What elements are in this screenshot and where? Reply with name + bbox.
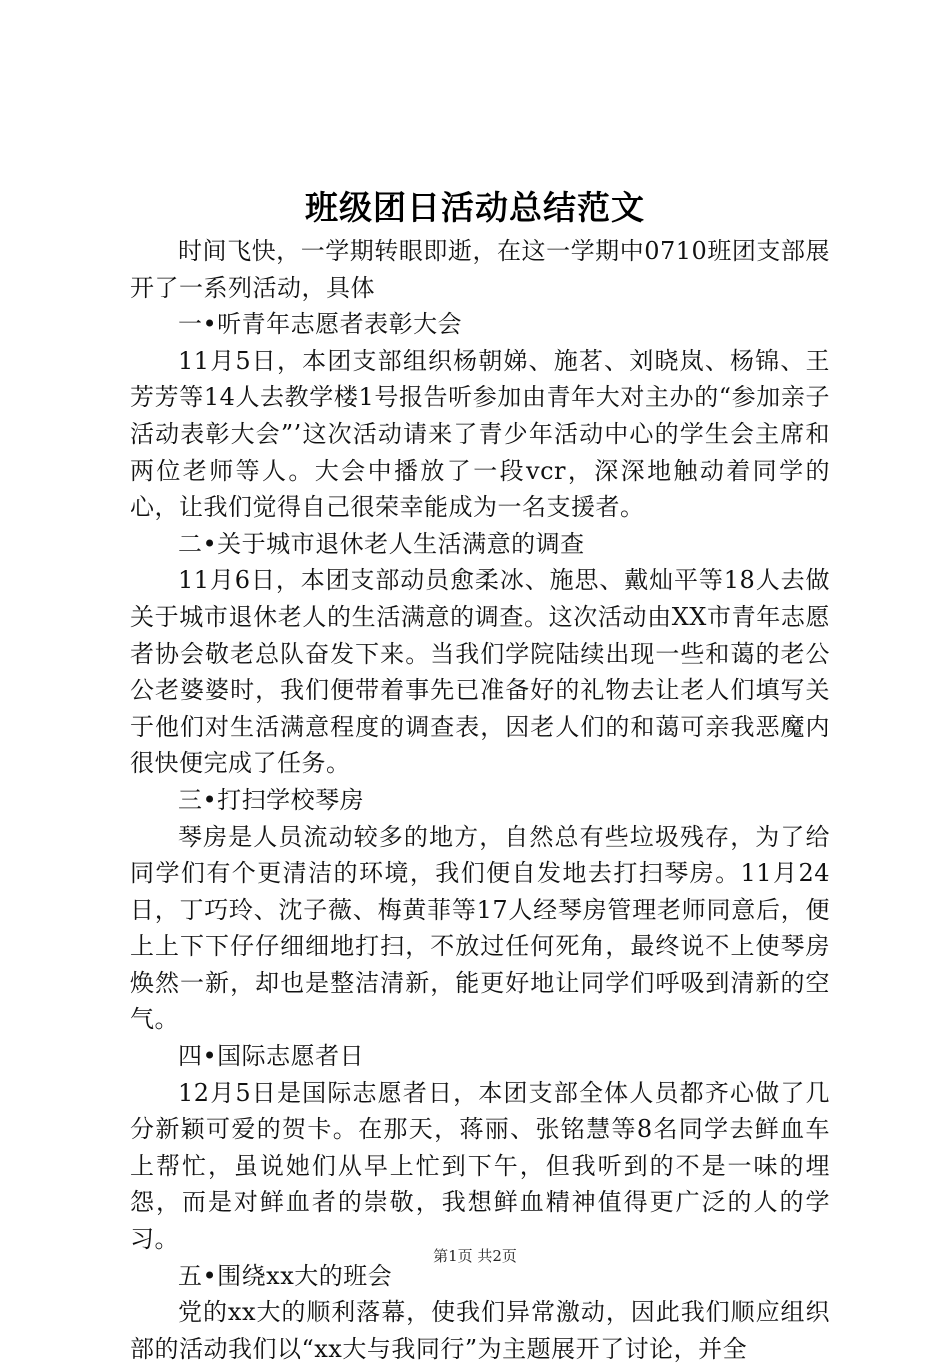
paragraph-section-4: 12月5日是国际志愿者日，本团支部全体人员都齐心做了几分新颖可爱的贺卡。在那天，蒋丽、张铭慧等8名同学去鲜血车上帮忙，虽说她们从早上忙到下午，但我听到的不是一味的埋怨，而是对鲜血者的崇敬，我想鲜血精神值得更广泛的人的学习。	[130, 1078, 830, 1254]
paragraph-section-1: 11月5日，本团支部组织杨朝娣、施茗、刘晓岚、杨锦、王芳芳等14人去教学楼1号报告听参加由青年大对主办的“参加亲子活动表彰大会”’这次活动请来了青少年活动中心的学生会主席和两位老师等人。大会中播放了一段vcr，深深地触动着同学的心，让我们觉得自己很荣幸能成为一名支援者。	[130, 346, 830, 522]
paragraph-intro: 时间飞快，一学期转眼即逝，在这一学期中0710班团支部展开了一系列活动，具体	[130, 237, 830, 302]
section-heading-3: 三•打扫学校琴房	[178, 785, 365, 814]
section-heading-4: 四•国际志愿者日	[178, 1042, 365, 1071]
paragraph-section-2: 11月6日，本团支部动员愈柔冰、施思、戴灿平等18人去做关于城市退休老人的生活满意的调查。这次活动由XX市青年志愿者协会敬老总队奋发下来。当我们学院陆续出现一些和蔼的老公公老婆婆时，我们便带着事先已准备好的礼物去让老人们填写关于他们对生活满意程度的调查表，因老人们的和蔼可亲我恶魔内很快便完成了任务。	[130, 566, 830, 778]
section-heading-1: 一•听青年志愿者表彰大会	[178, 310, 463, 339]
paragraph-section-3: 琴房是人员流动较多的地方，自然总有些垃圾残存，为了给同学们有个更清洁的环境，我们便自发地去打扫琴房。11月24日，丁巧玲、沈子薇、梅黄菲等17人经琴房管理老师同意后，便上上下下仔仔细细地打扫，不放过任何死角，最终说不上使琴房焕然一新，却也是整洁清新，能更好地让同学们呼吸到清新的空气。	[130, 822, 830, 1034]
document-body	[130, 233, 830, 1367]
page-number-footer: 第1页 共2页	[433, 1247, 517, 1265]
page-title: 班级团日活动总结范文	[305, 188, 645, 227]
section-heading-5: 五•围绕xx大的班会	[178, 1261, 393, 1290]
section-heading-2: 二•关于城市退休老人生活满意的调查	[178, 529, 585, 558]
paragraph-section-5: 党的xx大的顺利落幕，使我们异常激动，因此我们顺应组织部的活动我们以“xx大与我同行”为主题展开了讨论，并全	[130, 1298, 830, 1363]
